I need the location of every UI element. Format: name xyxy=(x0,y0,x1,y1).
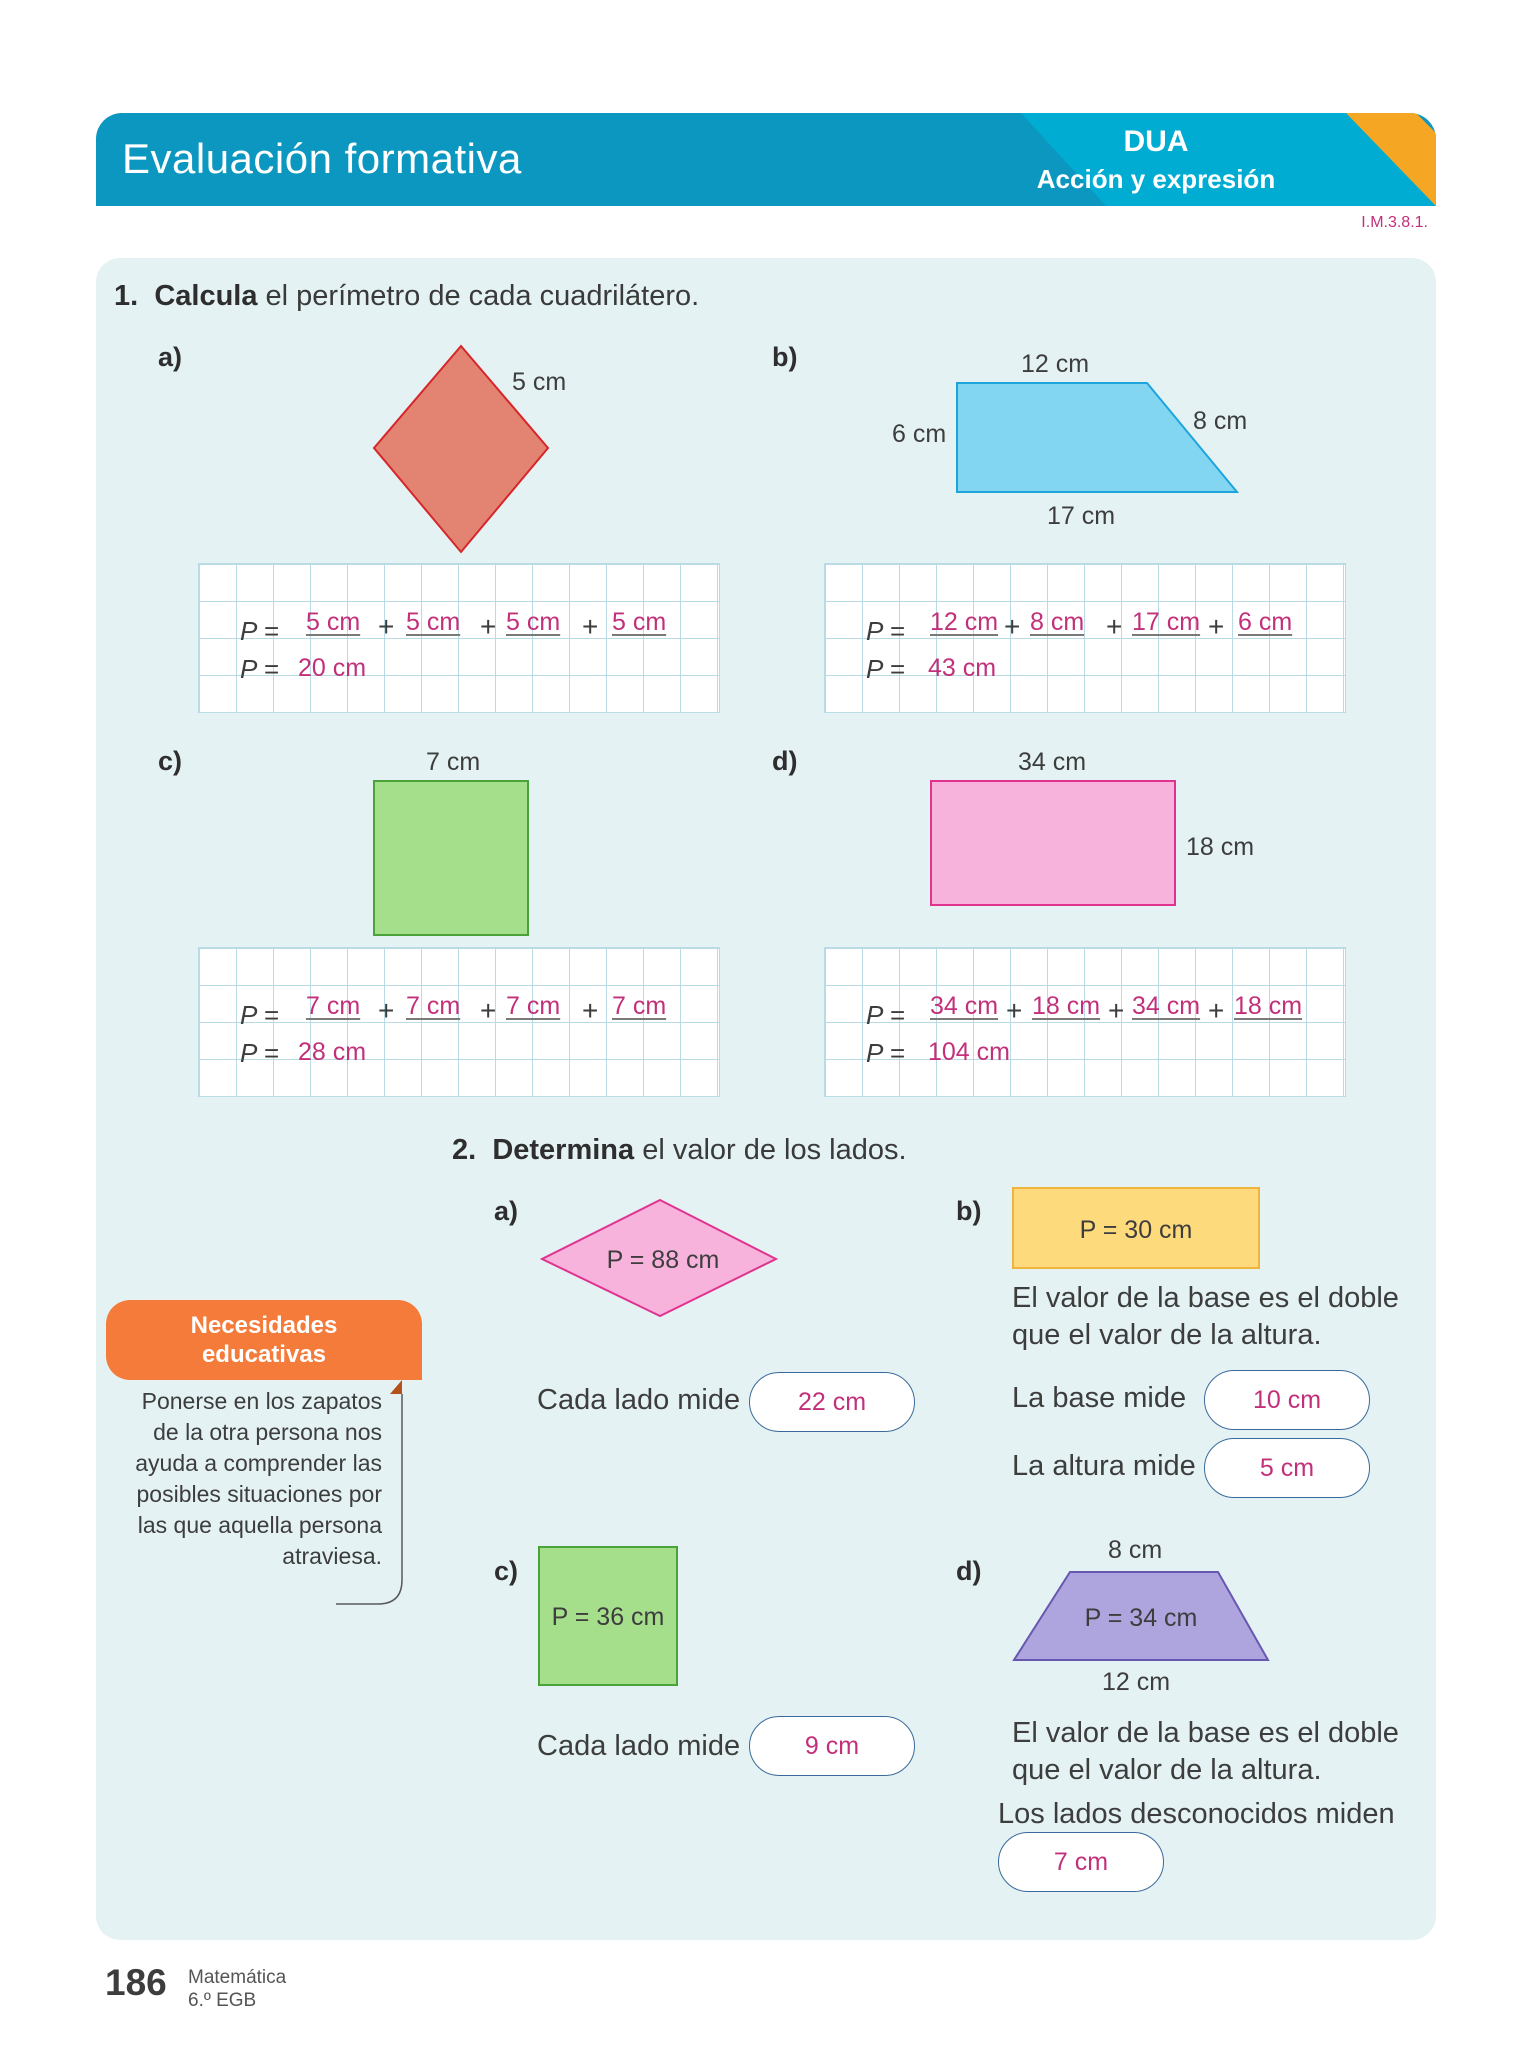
dua-subtitle: Acción y expresión xyxy=(1036,164,1276,194)
q1c-result: 28 cm xyxy=(298,1038,367,1066)
q2c-letter: c) xyxy=(494,1556,519,1586)
q1a-p-label-1: P = xyxy=(240,616,279,646)
question-2-number: 2. xyxy=(452,1134,477,1166)
q2c-answer-field[interactable]: 9 cm xyxy=(749,1716,915,1776)
note-line: Ponerse en los zapatos xyxy=(141,1388,382,1414)
note-heading-line-2: educativas xyxy=(201,1341,327,1368)
note-line: las que aquella persona xyxy=(137,1512,382,1538)
q1b-plus-2: + xyxy=(1106,611,1123,642)
q1a-term-2: 5 cm xyxy=(406,608,461,636)
q2d-letter: d) xyxy=(956,1556,982,1586)
q1c-term-3: 7 cm xyxy=(506,992,561,1020)
note-line: ayuda a comprender las xyxy=(135,1450,382,1476)
q1b-height-measure: 6 cm xyxy=(892,420,947,448)
q2d-perimeter-label: P = 34 cm xyxy=(1084,1604,1198,1632)
q2d-answer-field[interactable]: 7 cm xyxy=(998,1832,1164,1892)
q2b-height-prompt: La altura mide xyxy=(1012,1450,1196,1482)
q1c-letter: c) xyxy=(158,746,183,776)
q1d-plus-2: + xyxy=(1108,995,1125,1026)
question-1-text: el perímetro de cada cuadrilátero. xyxy=(257,280,700,312)
page-number: 186 xyxy=(105,1962,167,2003)
q1d-p-label-2: P = xyxy=(866,1038,905,1068)
q1d-term-1: 34 cm xyxy=(930,992,999,1020)
q1d-term-2: 18 cm xyxy=(1032,992,1101,1020)
note-line: de la otra persona nos xyxy=(153,1419,382,1445)
q1b-plus-1: + xyxy=(1004,611,1021,642)
q1d-result: 104 cm xyxy=(928,1038,1010,1066)
q1a-plus-3: + xyxy=(582,611,599,642)
exercise-panel xyxy=(96,258,1436,1940)
q2d-bottom-measure: 12 cm xyxy=(1102,1668,1171,1696)
q1d-rectangle xyxy=(930,780,1180,908)
q1d-top-measure: 34 cm xyxy=(1018,748,1087,776)
q1a-term-1: 5 cm xyxy=(306,608,361,636)
q1c-term-4: 7 cm xyxy=(612,992,667,1020)
q1c-term-1: 7 cm xyxy=(306,992,361,1020)
q2b-letter: b) xyxy=(956,1196,982,1226)
indicator-code: I.M.3.8.1. xyxy=(1361,214,1428,231)
note-line: posibles situaciones por xyxy=(136,1481,382,1507)
q2d-prompt: Los lados desconocidos miden xyxy=(998,1798,1395,1830)
q1b-bottom-measure: 17 cm xyxy=(1047,502,1116,530)
q1d-plus-3: + xyxy=(1208,995,1225,1026)
q1b-letter: b) xyxy=(772,342,798,372)
q1c-side-measure: 7 cm xyxy=(426,748,481,776)
page-title: Evaluación formativa xyxy=(122,135,522,182)
q2b-statement-2: que el valor de la altura. xyxy=(1012,1319,1322,1351)
q1d-term-3: 34 cm xyxy=(1132,992,1201,1020)
q2b-statement-1: El valor de la base es el doble xyxy=(1012,1282,1399,1314)
question-2-verb: Determina xyxy=(492,1134,635,1166)
q1b-term-4: 6 cm xyxy=(1238,608,1293,636)
q2c-prompt: Cada lado mide xyxy=(537,1730,741,1762)
q2a-perimeter-label: P = 88 cm xyxy=(606,1246,720,1274)
q1a-side-measure: 5 cm xyxy=(512,368,567,396)
q1d-side-measure: 18 cm xyxy=(1186,833,1255,861)
q1b-term-3: 17 cm xyxy=(1132,608,1201,636)
question-1-title xyxy=(114,280,699,313)
footer-subject: Matemática xyxy=(188,1967,287,1988)
q2a-letter: a) xyxy=(494,1196,519,1226)
q1a-letter: a) xyxy=(158,342,183,372)
q2a-prompt: Cada lado mide xyxy=(537,1384,741,1416)
q1b-trapezoid xyxy=(955,381,1241,496)
q1a-plus-2: + xyxy=(480,611,497,642)
question-2-text: el valor de los lados. xyxy=(634,1134,907,1166)
q1d-plus-1: + xyxy=(1006,995,1023,1026)
q2b-base-prompt: La base mide xyxy=(1012,1382,1187,1414)
question-1-number: 1. xyxy=(114,280,139,312)
q2d-statement-1: El valor de la base es el doble xyxy=(1012,1717,1399,1749)
footer-grade: 6.º EGB xyxy=(188,1990,257,2011)
q1b-p-label-1: P = xyxy=(866,616,905,646)
q1c-plus-3: + xyxy=(582,995,599,1026)
note-body xyxy=(112,1386,382,1572)
q1c-plus-2: + xyxy=(480,995,497,1026)
question-2-title xyxy=(452,1134,907,1167)
q1c-square xyxy=(373,780,531,938)
q1c-p-label-2: P = xyxy=(240,1038,279,1068)
q1b-p-label-2: P = xyxy=(866,654,905,684)
q2d-top-measure: 8 cm xyxy=(1108,1536,1163,1564)
q1b-slant-measure: 8 cm xyxy=(1193,407,1248,435)
q2b-perimeter-label: P = 30 cm xyxy=(1079,1216,1193,1244)
q1d-term-4: 18 cm xyxy=(1234,992,1303,1020)
question-1-verb: Calcula xyxy=(154,280,258,312)
header-banner xyxy=(96,113,1436,206)
q1b-term-1: 12 cm xyxy=(930,608,999,636)
note-line: atraviesa. xyxy=(282,1543,382,1569)
q1b-top-measure: 12 cm xyxy=(1021,350,1090,378)
q1a-result: 20 cm xyxy=(298,654,367,682)
q1a-plus-1: + xyxy=(378,611,395,642)
q1a-term-3: 5 cm xyxy=(506,608,561,636)
q1b-term-2: 8 cm xyxy=(1030,608,1085,636)
q2b-height-answer-field[interactable]: 5 cm xyxy=(1204,1438,1370,1498)
dua-label: DUA xyxy=(1123,125,1189,158)
q1d-letter: d) xyxy=(772,746,798,776)
note-heading-line-1: Necesidades xyxy=(190,1312,338,1339)
q1a-term-4: 5 cm xyxy=(612,608,667,636)
q1b-result: 43 cm xyxy=(928,654,997,682)
q2c-perimeter-label: P = 36 cm xyxy=(551,1603,665,1631)
q2d-statement-2: que el valor de la altura. xyxy=(1012,1754,1322,1786)
q1c-p-label-1: P = xyxy=(240,1000,279,1030)
q1c-term-2: 7 cm xyxy=(406,992,461,1020)
q1c-plus-1: + xyxy=(378,995,395,1026)
q1a-p-label-2: P = xyxy=(240,654,279,684)
q1d-p-label-1: P = xyxy=(866,1000,905,1030)
q2a-answer-field[interactable]: 22 cm xyxy=(749,1372,915,1432)
q1b-plus-3: + xyxy=(1208,611,1225,642)
q2b-base-answer-field[interactable]: 10 cm xyxy=(1204,1370,1370,1430)
note-heading xyxy=(106,1300,422,1380)
